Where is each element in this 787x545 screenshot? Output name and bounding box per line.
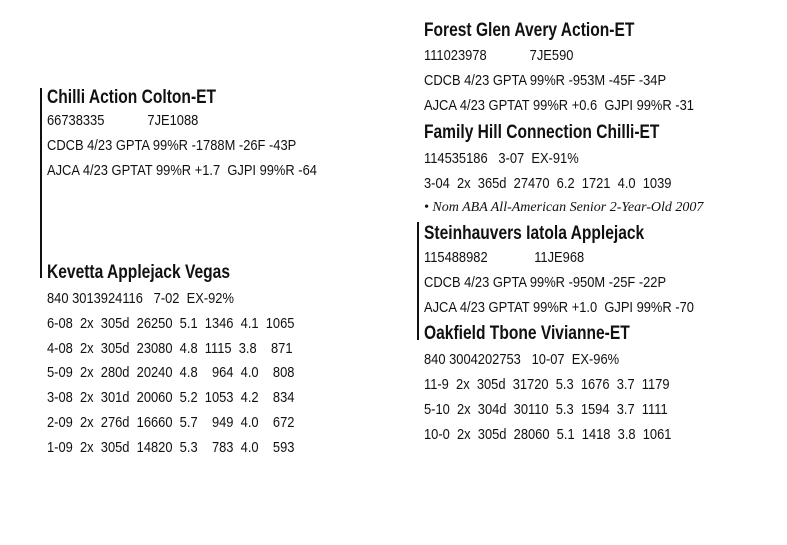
dam-dam-record: 11-9 2x 305d 31720 5.3 1676 3.7 1179 xyxy=(424,376,670,393)
left-pedigree-bracket xyxy=(40,88,42,278)
sire-dam-note: • Nom ABA All-American Senior 2-Year-Old 2007 xyxy=(424,200,704,215)
sire-sire-ajca: AJCA 4/23 GPTAT 99%R +0.6 GJPI 99%R -31 xyxy=(424,97,694,114)
dam-record: 5-09 2x 280d 20240 4.8 964 4.0 808 xyxy=(47,364,295,381)
right-pedigree-bracket xyxy=(417,222,419,340)
dam-sire-name: Steinhauvers Iatola Applejack xyxy=(424,223,645,244)
dam-sire-ajca: AJCA 4/23 GPTAT 99%R +1.0 GJPI 99%R -70 xyxy=(424,299,694,316)
sire-dam-id-line: 114535186 3-07 EX-91% xyxy=(424,150,579,167)
sire-sire-cdcb: CDCB 4/23 GPTA 99%R -953M -45F -34P xyxy=(424,72,667,89)
sire-sire-name: Forest Glen Avery Action-ET xyxy=(424,20,635,41)
dam-record: 1-09 2x 305d 14820 5.3 783 4.0 593 xyxy=(47,439,295,456)
dam-id-line: 840 3013924116 7-02 EX-92% xyxy=(47,290,234,307)
sire-ajca: AJCA 4/23 GPTAT 99%R +1.7 GJPI 99%R -64 xyxy=(47,162,317,179)
sire-id-line: 66738335 7JE1088 xyxy=(47,112,199,129)
dam-dam-name: Oakfield Tbone Vivianne-ET xyxy=(424,323,630,344)
dam-record: 3-08 2x 301d 20060 5.2 1053 4.2 834 xyxy=(47,389,295,406)
dam-record: 4-08 2x 305d 23080 4.8 1115 3.8 871 xyxy=(47,340,293,357)
dam-dam-id-line: 840 3004202753 10-07 EX-96% xyxy=(424,351,620,368)
sire-sire-id-line: 111023978 7JE590 xyxy=(424,47,574,64)
sire-dam-name: Family Hill Connection Chilli-ET xyxy=(424,122,660,143)
dam-sire-cdcb: CDCB 4/23 GPTA 99%R -950M -25F -22P xyxy=(424,274,667,291)
dam-sire-id-line: 115488982 11JE968 xyxy=(424,249,585,266)
dam-record: 2-09 2x 276d 16660 5.7 949 4.0 672 xyxy=(47,414,295,431)
sire-name: Chilli Action Colton-ET xyxy=(47,87,217,108)
sire-cdcb: CDCB 4/23 GPTA 99%R -1788M -26F -43P xyxy=(47,137,297,154)
dam-dam-record: 5-10 2x 304d 30110 5.3 1594 3.7 1111 xyxy=(424,401,668,418)
dam-name: Kevetta Applejack Vegas xyxy=(47,262,231,283)
dam-dam-record: 10-0 2x 305d 28060 5.1 1418 3.8 1061 xyxy=(424,426,672,443)
dam-record: 6-08 2x 305d 26250 5.1 1346 4.1 1065 xyxy=(47,315,295,332)
sire-dam-record: 3-04 2x 365d 27470 6.2 1721 4.0 1039 xyxy=(424,175,672,192)
